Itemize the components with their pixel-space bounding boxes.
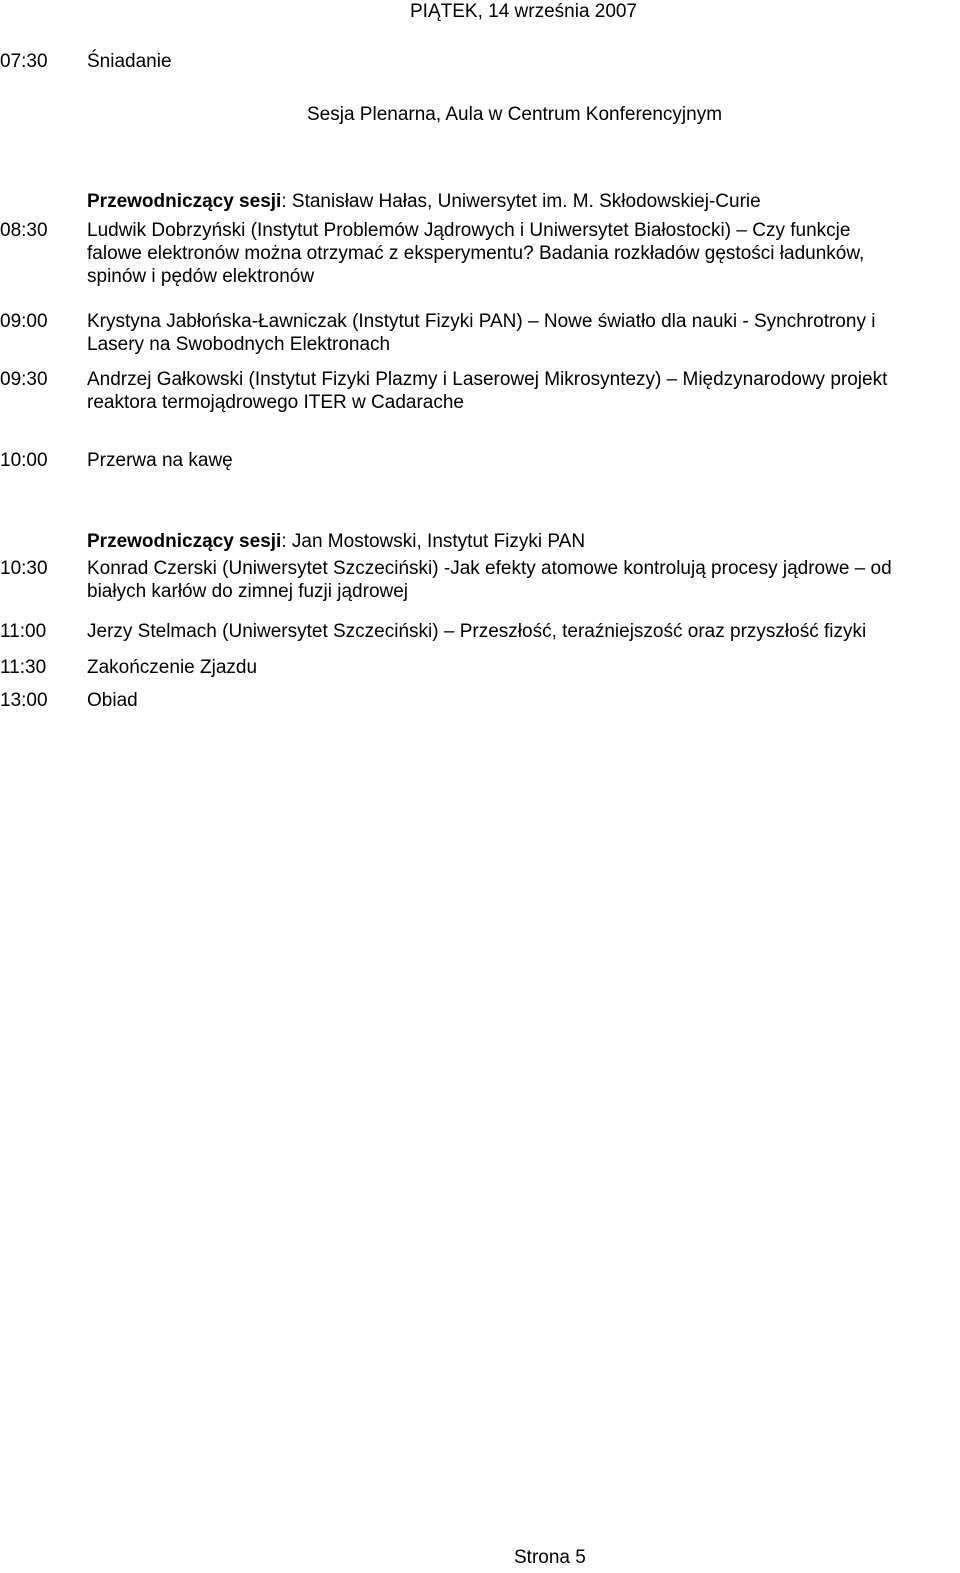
talk-line: falowe elektronów można otrzymać z eksperymentu? Badania rozkładów gęstości ładunków, bbox=[87, 243, 865, 264]
session2-chair-label: Przewodniczący sesji bbox=[87, 531, 282, 552]
session2-chair bbox=[87, 530, 957, 553]
talk-line: Lasery na Swobodnych Elektronach bbox=[87, 334, 391, 355]
talk-line: białych karłów do zimnej fuzji jądrowej bbox=[87, 581, 409, 602]
session1-chair-label: Przewodniczący sesji bbox=[87, 191, 282, 212]
lunch-time: 13:00 bbox=[0, 690, 48, 711]
closing-label: Zakończenie Zjazdu bbox=[87, 657, 258, 678]
talk-time: 08:30 bbox=[0, 220, 48, 241]
closing-time: 11:30 bbox=[0, 657, 47, 678]
page-number: Strona 5 bbox=[514, 1547, 586, 1568]
talk-line: Jerzy Stelmach (Uniwersytet Szczeciński) – Przeszłość, teraźniejszość oraz przyszłość fizyki bbox=[87, 621, 867, 642]
page-date-header: PIĄTEK, 14 września 2007 bbox=[410, 1, 638, 22]
lunch-label: Obiad bbox=[87, 690, 138, 711]
talk-time: 09:00 bbox=[0, 311, 48, 332]
talk-time: 09:30 bbox=[0, 369, 48, 390]
talk-time: 11:00 bbox=[0, 621, 47, 642]
session2-chair-name: Jan Mostowski, Instytut Fizyki PAN bbox=[291, 531, 586, 552]
talk-line: spinów i pędów elektronów bbox=[87, 266, 315, 287]
session1-chair-name: Stanisław Hałas, Uniwersytet im. M. Skłodowskiej-Curie bbox=[291, 191, 761, 212]
talk-line: Ludwik Dobrzyński (Instytut Problemów Jądrowych i Uniwersytet Białostocki) – Czy funkcje bbox=[87, 220, 851, 241]
session1-chair-separator: : bbox=[281, 191, 292, 212]
coffee-label: Przerwa na kawę bbox=[87, 450, 233, 471]
breakfast-time: 07:30 bbox=[0, 51, 48, 72]
talk-line: reaktora termojądrowego ITER w Cadarache bbox=[87, 392, 465, 413]
talk-time: 10:30 bbox=[0, 558, 48, 579]
talk-line: Andrzej Gałkowski (Instytut Fizyki Plazmy i Laserowej Mikrosyntezy) – Międzynarodowy projekt bbox=[87, 369, 888, 390]
session2-chair-separator: : bbox=[281, 531, 292, 552]
session-title: Sesja Plenarna, Aula w Centrum Konferencyjnym bbox=[307, 104, 723, 125]
talk-line: Krystyna Jabłońska-Ławniczak (Instytut Fizyki PAN) – Nowe światło dla nauki - Synchrotrony i bbox=[87, 311, 876, 332]
coffee-time: 10:00 bbox=[0, 450, 48, 471]
breakfast-label: Śniadanie bbox=[87, 51, 172, 72]
talk-line: Konrad Czerski (Uniwersytet Szczeciński) -Jak efekty atomowe kontrolują procesy jądrowe – od bbox=[87, 558, 892, 579]
session1-chair bbox=[87, 190, 957, 213]
